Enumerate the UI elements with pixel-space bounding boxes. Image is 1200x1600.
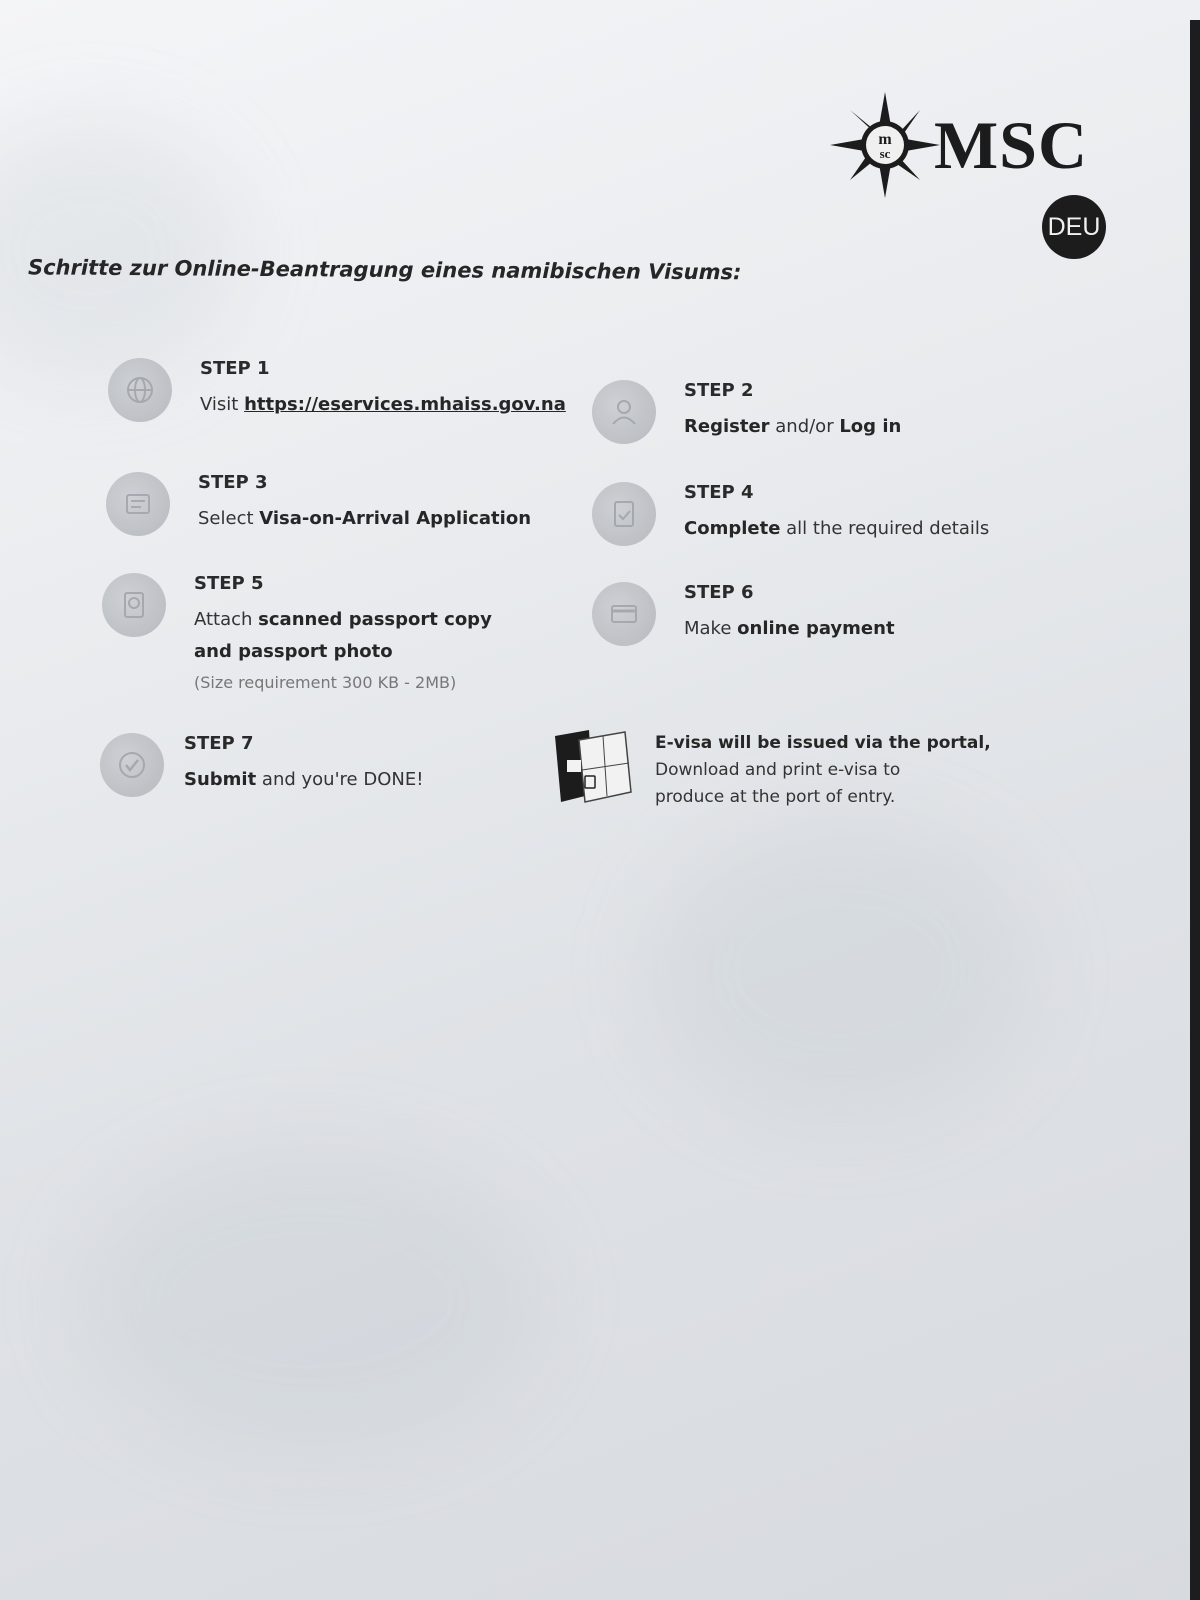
step-label: STEP 7 [184, 733, 254, 754]
checkmark-icon [100, 733, 164, 797]
evisa-document-icon [555, 730, 641, 808]
step-5 [102, 573, 492, 698]
page-edge-shadow [1190, 20, 1200, 1600]
passport-icon [102, 573, 166, 637]
step-description: Select Visa-on-Arrival Application [198, 508, 532, 529]
emblem-text-bottom: sc [879, 146, 891, 161]
form-icon [592, 482, 656, 546]
portal-link[interactable]: https://eservices.mhaiss.gov.na [244, 394, 566, 415]
step-label: STEP 5 [194, 573, 264, 594]
step-description-line2: and passport photo [194, 641, 393, 662]
step-1 [108, 358, 566, 422]
evisa-line-3: produce at the port of entry. [655, 787, 896, 807]
step-description: Visit https://eservices.mhaiss.gov.na [200, 394, 566, 415]
evisa-line-1: E-visa will be issued via the portal, [655, 733, 991, 753]
emblem-text-top: m [878, 131, 892, 148]
brand-name: MSC [934, 106, 1089, 183]
size-requirement-note: (Size requirement 300 KB - 2MB) [194, 673, 457, 692]
page-title: Schritte zur Online-Beantragung eines namibischen Visums: [27, 255, 742, 285]
evisa-line-2: Download and print e-visa to [655, 760, 901, 780]
step-description: Attach scanned passport copy [194, 609, 492, 630]
payment-icon [592, 582, 656, 646]
select-icon [106, 472, 170, 536]
step-3 [106, 472, 531, 536]
step-label: STEP 2 [684, 380, 754, 401]
step-description: Complete all the required details [684, 518, 990, 539]
compass-rose-icon [830, 92, 940, 198]
language-badge: DEU [1042, 195, 1106, 259]
msc-logo [830, 92, 1088, 198]
step-label: STEP 1 [200, 358, 270, 379]
globe-icon [108, 358, 172, 422]
step-label: STEP 4 [684, 482, 754, 503]
step-description: Submit and you're DONE! [184, 769, 424, 790]
step-description: Make online payment [684, 618, 895, 639]
evisa-info [555, 730, 1075, 811]
login-icon [592, 380, 656, 444]
step-4 [592, 482, 989, 546]
step-7 [100, 733, 423, 797]
step-6 [592, 582, 895, 646]
step-2 [592, 380, 901, 444]
step-description: Register and/or Log in [684, 416, 902, 437]
step-label: STEP 6 [684, 582, 754, 603]
step-label: STEP 3 [198, 472, 268, 493]
